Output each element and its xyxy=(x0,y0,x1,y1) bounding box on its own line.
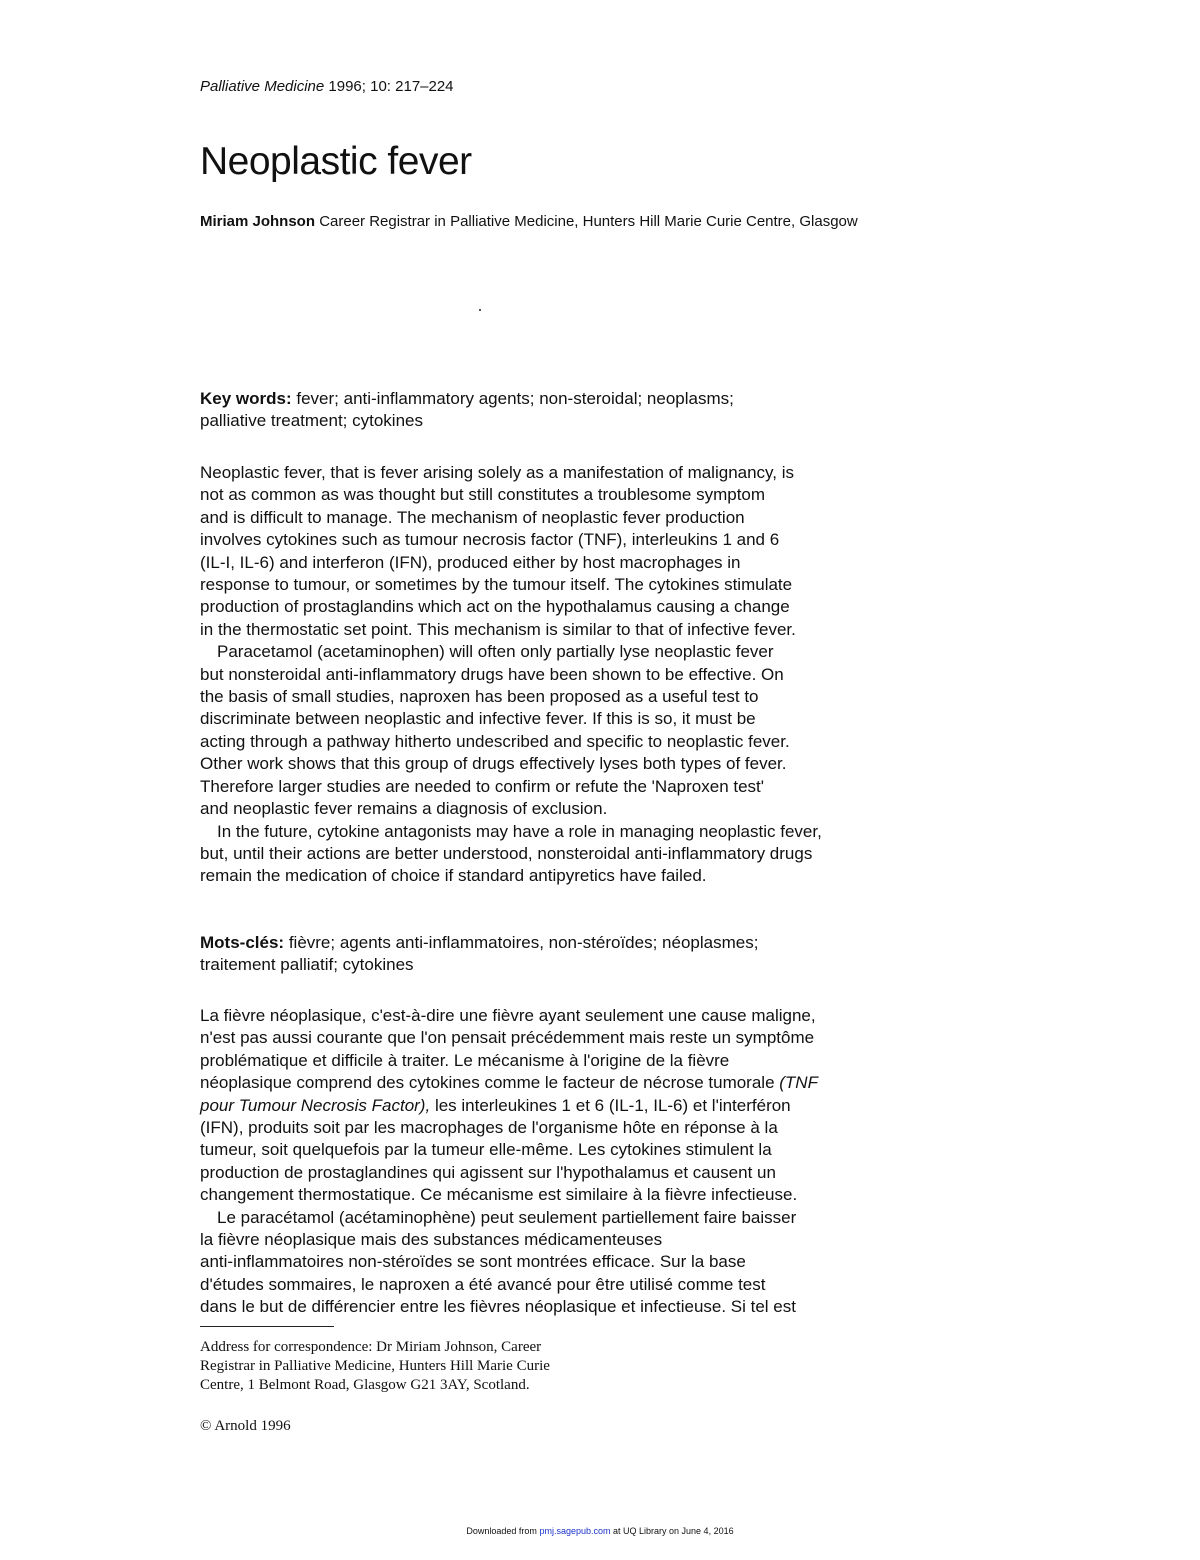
abstract-line: Neoplastic fever, that is fever arising solely as a manifestation of malignancy, is xyxy=(200,463,795,482)
download-link[interactable]: pmj.sagepub.com xyxy=(539,1526,611,1536)
abstract-line: tumeur, soit quelquefois par la tumeur elle-même. Les cytokines stimulent la xyxy=(200,1140,772,1160)
abstract-line: Le paracétamol (acétaminophène) peut seulement partiellement faire baisser xyxy=(217,1207,797,1227)
abstract-paragraph xyxy=(200,641,822,820)
keywords-line: palliative treatment; cytokines xyxy=(200,411,423,431)
abstract-line: La fièvre néoplasique, c'est-à-dire une fièvre ayant seulement une cause maligne, xyxy=(200,1006,816,1025)
journal-name: Palliative Medicine xyxy=(200,78,325,95)
abstract-paragraph xyxy=(200,1207,818,1319)
abstract-line: involves cytokines such as tumour necrosis factor (TNF), interleukins 1 and 6 xyxy=(200,530,780,550)
copyright-notice: © Arnold 1996 xyxy=(200,1418,291,1434)
abstract-line: (IFN), produits soit par les macrophages de l'organisme hôte en réponse à la xyxy=(200,1118,778,1138)
scan-speck xyxy=(479,309,481,311)
author-line xyxy=(200,213,858,230)
abstract-italic-text: (TNF xyxy=(779,1073,818,1093)
journal-reference xyxy=(200,78,454,95)
abstract-line: and neoplastic fever remains a diagnosis of exclusion. xyxy=(200,799,608,819)
abstract-line: discriminate between neoplastic and infective fever. If this is so, it must be xyxy=(200,709,756,729)
keywords-line: fièvre; agents anti-inflammatoires, non-stéroïdes; néoplasmes; xyxy=(288,933,759,952)
abstract-line: d'études sommaires, le naproxen a été avancé pour être utilisé comme test xyxy=(200,1274,766,1294)
abstract-line: dans le but de différencier entre les fièvres néoplasique et infectieuse. Si tel est xyxy=(200,1297,796,1317)
abstract-line: Other work shows that this group of drugs effectively lyses both types of fever. xyxy=(200,754,787,774)
keywords-line: traitement palliatif; cytokines xyxy=(200,955,414,975)
abstract-line: the basis of small studies, naproxen has been proposed as a useful test to xyxy=(200,687,759,707)
abstract-line: but, until their actions are better understood, nonsteroidal anti-inflammatory drugs xyxy=(200,843,813,863)
abstract-line: n'est pas aussi courante que l'on pensait précédemment mais reste un symptôme xyxy=(200,1028,815,1048)
download-suffix: at UQ Library on June 4, 2016 xyxy=(613,1526,734,1536)
abstract-line: and is difficult to manage. The mechanism of neoplastic fever production xyxy=(200,507,745,527)
abstract-line: remain the medication of choice if standard antipyretics have failed. xyxy=(200,866,707,886)
author-affiliation: Career Registrar in Palliative Medicine, Hunters Hill Marie Curie Centre, Glasgow xyxy=(319,213,858,230)
download-prefix: Downloaded from xyxy=(466,1526,537,1536)
abstract-line: problématique et difficile à traiter. Le mécanisme à l'origine de la fièvre xyxy=(200,1050,730,1070)
abstract-italic-text: pour Tumour Necrosis Factor), xyxy=(200,1095,431,1115)
keywords-label: Mots-clés: xyxy=(200,933,285,952)
journal-citation: 1996; 10: 217–224 xyxy=(328,78,454,95)
abstract-line: production of prostaglandins which act on the hypothalamus causing a change xyxy=(200,597,790,617)
abstract-line: In the future, cytokine antagonists may have a role in managing neoplastic fever, xyxy=(217,821,822,841)
correspondence-footnote xyxy=(200,1338,550,1395)
abstract-line-text: néoplasique comprend des cytokines comme le facteur de nécrose tumorale xyxy=(200,1073,775,1093)
abstract-french xyxy=(200,1005,818,1319)
abstract-paragraph xyxy=(200,821,822,888)
keywords-line: fever; anti-inflammatory agents; non-steroidal; neoplasms; xyxy=(296,389,734,408)
keywords-english xyxy=(200,388,734,433)
abstract-line: in the thermostatic set point. This mechanism is similar to that of infective fever. xyxy=(200,619,796,639)
abstract-line: acting through a pathway hitherto undescribed and specific to neoplastic fever. xyxy=(200,731,790,751)
abstract-line: not as common as was thought but still constitutes a troublesome symptom xyxy=(200,485,766,505)
abstract-line: production de prostaglandines qui agissent sur l'hypothalamus et causent un xyxy=(200,1162,776,1182)
footnote-line: Registrar in Palliative Medicine, Hunters Hill Marie Curie xyxy=(200,1358,550,1374)
abstract-line: but nonsteroidal anti-inflammatory drugs have been shown to be effective. On xyxy=(200,664,784,684)
download-notice xyxy=(0,1526,1200,1536)
abstract-line: response to tumour, or sometimes by the tumour itself. The cytokines stimulate xyxy=(200,575,793,595)
abstract-paragraph xyxy=(200,462,822,641)
abstract-line: Paracetamol (acetaminophen) will often only partially lyse neoplastic fever xyxy=(217,642,774,662)
page-title: Neoplastic fever xyxy=(200,140,472,183)
footnote-divider xyxy=(200,1326,334,1327)
abstract-line: Therefore larger studies are needed to confirm or refute the 'Naproxen test' xyxy=(200,776,765,796)
author-name: Miriam Johnson xyxy=(200,213,316,230)
keywords-label: Key words: xyxy=(200,389,292,408)
keywords-french xyxy=(200,932,758,977)
abstract-line: la fièvre néoplasique mais des substances médicamenteuses xyxy=(200,1230,663,1250)
abstract-paragraph xyxy=(200,1005,818,1207)
abstract-line: anti-inflammatoires non-stéroïdes se sont montrées efficace. Sur la base xyxy=(200,1252,746,1272)
footnote-line: Centre, 1 Belmont Road, Glasgow G21 3AY, Scotland. xyxy=(200,1377,530,1393)
abstract-line: (IL-I, IL-6) and interferon (IFN), produced either by host macrophages in xyxy=(200,552,741,572)
abstract-line-text: les interleukines 1 et 6 (IL-1, IL-6) et l'interféron xyxy=(434,1095,791,1115)
footnote-line: Address for correspondence: Dr Miriam Johnson, Career xyxy=(200,1339,542,1355)
abstract-english xyxy=(200,462,822,888)
abstract-line: changement thermostatique. Ce mécanisme est similaire à la fièvre infectieuse. xyxy=(200,1185,798,1205)
